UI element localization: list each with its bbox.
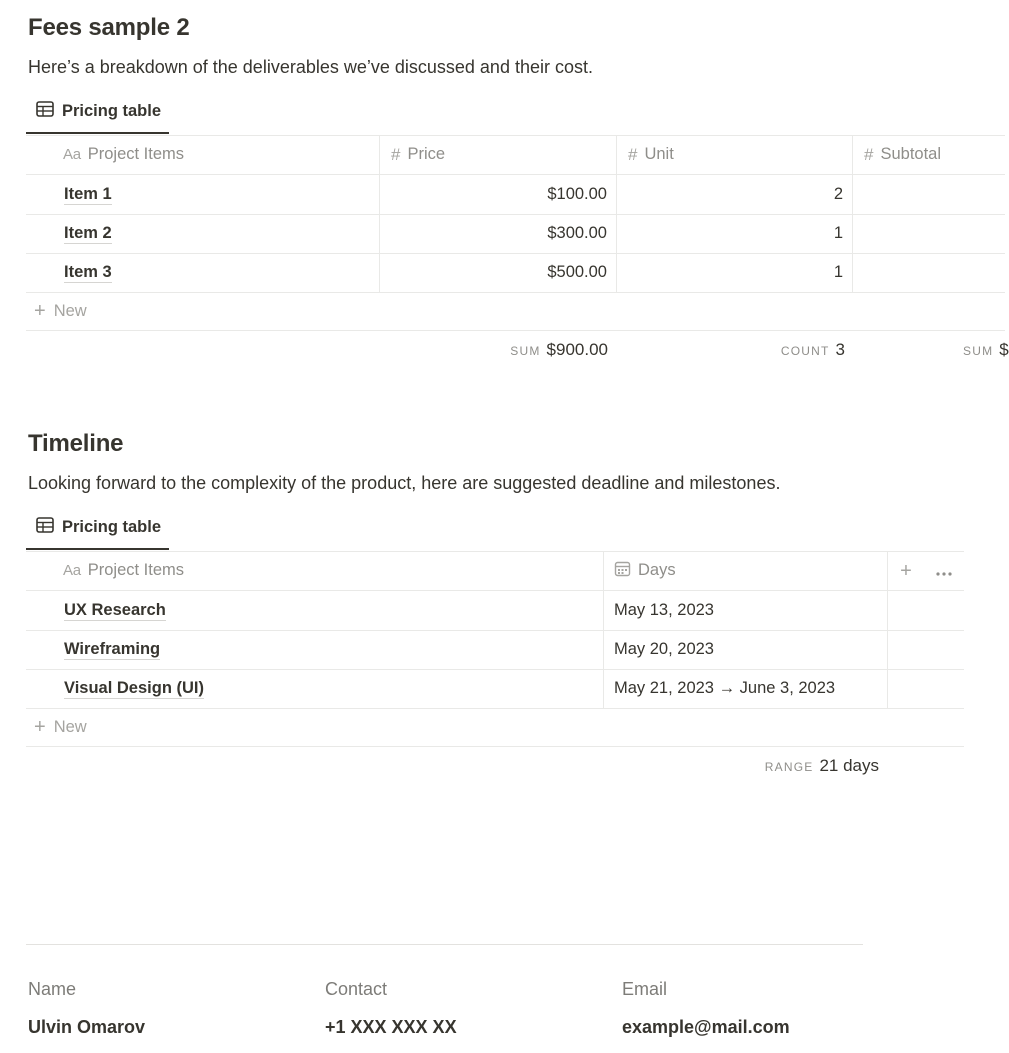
plus-icon: + xyxy=(34,715,46,738)
timeline-tab-underline xyxy=(26,548,169,550)
more-options-button[interactable] xyxy=(932,561,956,581)
plus-icon: + xyxy=(34,299,46,322)
footer-divider xyxy=(26,944,863,945)
calendar-icon xyxy=(614,560,631,582)
fees-col-project-items[interactable]: Aa Project Items xyxy=(63,145,185,163)
timeline-row-divider xyxy=(26,630,964,631)
number-property-icon: # xyxy=(628,144,638,164)
fees-view-tab[interactable] xyxy=(26,94,161,128)
footer-name-label: Name xyxy=(28,979,77,999)
footer-email-value[interactable]: example@mail.com xyxy=(622,1017,790,1037)
table-cell-price[interactable]: $100.00 xyxy=(547,185,607,203)
table-icon xyxy=(36,517,54,538)
fees-description: Here’s a breakdown of the deliverables we’ve discussed and their cost. xyxy=(28,57,593,77)
table-cell-unit[interactable]: 1 xyxy=(833,224,843,242)
table-cell-price[interactable]: $500.00 xyxy=(547,263,607,281)
timeline-description: Looking forward to the complexity of the product, here are suggested deadline and milestones. xyxy=(28,473,781,493)
footer-contact-label: Contact xyxy=(325,979,388,999)
table-row-title[interactable]: Visual Design (UI) xyxy=(64,679,204,697)
table-row-title[interactable]: UX Research xyxy=(64,601,166,619)
text-property-icon: Aa xyxy=(63,562,81,579)
text-property-icon: Aa xyxy=(63,146,81,163)
timeline-col-divider xyxy=(603,551,604,708)
timeline-new-row-button[interactable]: + New xyxy=(34,715,87,738)
table-cell-price[interactable]: $300.00 xyxy=(547,224,607,242)
fees-heading: Fees sample 2 xyxy=(28,14,190,41)
table-cell-days[interactable]: May 20, 2023 xyxy=(614,640,714,658)
fees-unit-count[interactable]: COUNT 3 xyxy=(780,340,845,359)
table-row-title[interactable]: Item 1 xyxy=(64,185,112,203)
timeline-col-divider xyxy=(887,551,888,708)
fees-col-price[interactable]: # Price xyxy=(391,144,446,164)
fees-subtotal-sum[interactable]: SUM $ xyxy=(963,340,1009,359)
fees-col-subtotal[interactable]: # Subtotal xyxy=(864,144,942,164)
footer-name-value: Ulvin Omarov xyxy=(28,1017,146,1037)
footer-email-label: Email xyxy=(622,979,668,999)
table-cell-days[interactable]: May 13, 2023 xyxy=(614,601,714,619)
timeline-row-divider xyxy=(26,708,964,709)
add-property-button[interactable] xyxy=(896,561,916,581)
fees-col-divider xyxy=(852,135,853,292)
table-cell-unit[interactable]: 1 xyxy=(833,263,843,281)
timeline-col-project-items[interactable]: Aa Project Items xyxy=(63,561,185,579)
more-icon xyxy=(935,561,953,582)
timeline-col-days[interactable]: Days xyxy=(614,551,676,590)
timeline-days-range[interactable]: RANGE 21 days xyxy=(764,756,879,775)
timeline-header-divider xyxy=(26,590,964,591)
fees-price-sum[interactable]: SUM $900.00 xyxy=(510,340,608,359)
timeline-view-tab-label: Pricing table xyxy=(62,517,162,536)
number-property-icon: # xyxy=(864,144,874,164)
table-row-title[interactable]: Item 2 xyxy=(64,224,112,242)
number-property-icon: # xyxy=(391,144,401,164)
footer-contact-value: +1 XXX XXX XX xyxy=(325,1017,457,1037)
timeline-view-tab[interactable] xyxy=(26,510,161,544)
fees-view-tab-label: Pricing table xyxy=(62,101,162,120)
timeline-heading: Timeline xyxy=(28,430,124,457)
table-icon xyxy=(36,101,54,122)
plus-icon: + xyxy=(900,559,912,582)
fees-col-unit[interactable]: # Unit xyxy=(628,144,674,164)
table-cell-days[interactable]: May 21, 2023 → June 3, 2023 xyxy=(614,679,836,697)
table-row-title[interactable]: Item 3 xyxy=(64,263,112,281)
table-row-title[interactable]: Wireframing xyxy=(64,640,161,658)
table-cell-unit[interactable]: 2 xyxy=(833,185,843,203)
fees-new-row-button[interactable]: + New xyxy=(34,299,87,322)
fees-row-divider xyxy=(26,292,1005,293)
fees-tab-underline xyxy=(26,132,169,134)
